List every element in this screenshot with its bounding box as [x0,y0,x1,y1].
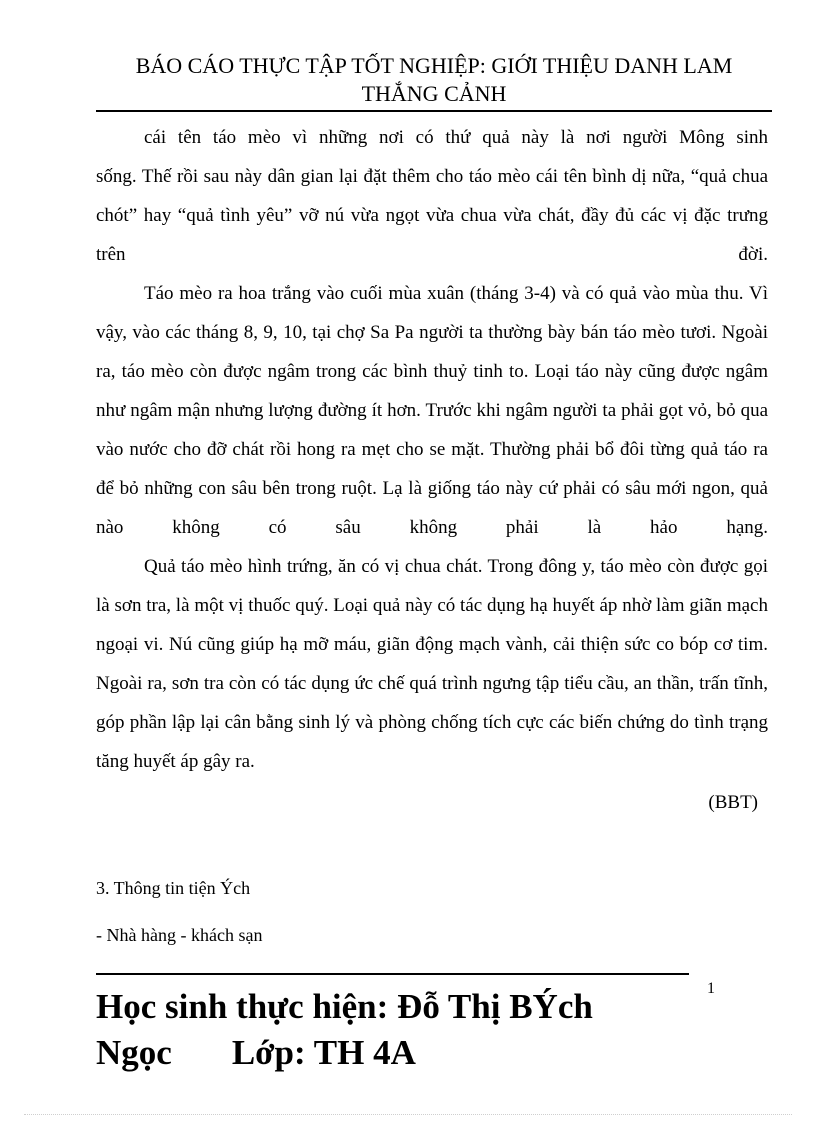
footer-name-end: Ngọc [96,1033,172,1072]
page-bottom-divider [24,1114,792,1115]
section-item: - Nhà hàng - khách sạn [96,925,263,945]
page-number: 1 [707,980,715,997]
footer-class: Lớp: TH 4A [231,1033,416,1072]
main-body [96,118,768,825]
signature: (BBT) [708,792,758,813]
section-heading: 3. Thông tin tiện Ých [96,878,251,898]
header-title: BÁO CÁO THỰC TẬP TỐT NGHIỆP: GIỚI THIỆU DANH LAM THẮNG CẢNH [135,53,733,106]
footer [96,984,593,1076]
paragraph-1-continued: sống. Thế rồi sau này dân gian lại đặt thêm cho táo mèo cái tên bình dị nữa, “quả chua chót” hay “quả tình yêu” vỡ nú vừa ngọt vừa chua vừa chát, đầy đủ các vị đặc trưng trên đời. [96,166,768,265]
footer-line-2 [96,1030,593,1076]
paragraph-2: Táo mèo ra hoa trắng vào cuối mùa xuân (tháng 3-4) và có quả vào mùa thu. Vì vậy, vào các tháng 8, 9, 10, tại chợ Sa Pa người ta thường bày bán táo mèo tươi. Ngoài ra, táo mèo còn được ngâm trong các bình thuỷ tinh to. Loại táo này cũng được ngâm như ngâm mận nhưng lượng đường ít hơn. Trước khi ngâm người ta phải gọt vỏ, bỏ qua vào nước cho đỡ chát rồi hong ra mẹt cho se mặt. Thường phải bổ đôi từng quả táo ra để bỏ những con sâu bên trong ruột. Lạ là giống táo này cứ phải có sâu mới ngon, quả nào không có sâu không phải là hảo hạng. [96,283,768,538]
footer-rule [96,973,689,975]
paragraph-1-first-line: cái tên táo mèo vì những nơi có thứ quả này là nơi người Mông sinh [144,127,768,148]
page-header [96,52,772,108]
header-rule [96,110,772,112]
section-block [96,873,262,967]
paragraph-3: Quả táo mèo hình trứng, ăn có vị chua chát. Trong đông y, táo mèo còn được gọi là sơn tra, là một vị thuốc quý. Loại quả này có tác dụng hạ huyết áp nhờ làm giãn mạch ngoại vi. Nú cũng giúp hạ mỡ máu, giãn động mạch vành, cải thiện sức co bóp cơ tim. Ngoài ra, sơn tra còn có tác dụng ức chế quá trình ngưng tập tiểu cầu, an thần, trấn tĩnh, góp phần lập lại cân bằng sinh lý và phòng chống tích cực các biến chứng do tình trạng tăng huyết áp gây ra. [96,556,768,772]
footer-student: Học sinh thực hiện: Đỗ Thị BÝch [96,987,593,1026]
